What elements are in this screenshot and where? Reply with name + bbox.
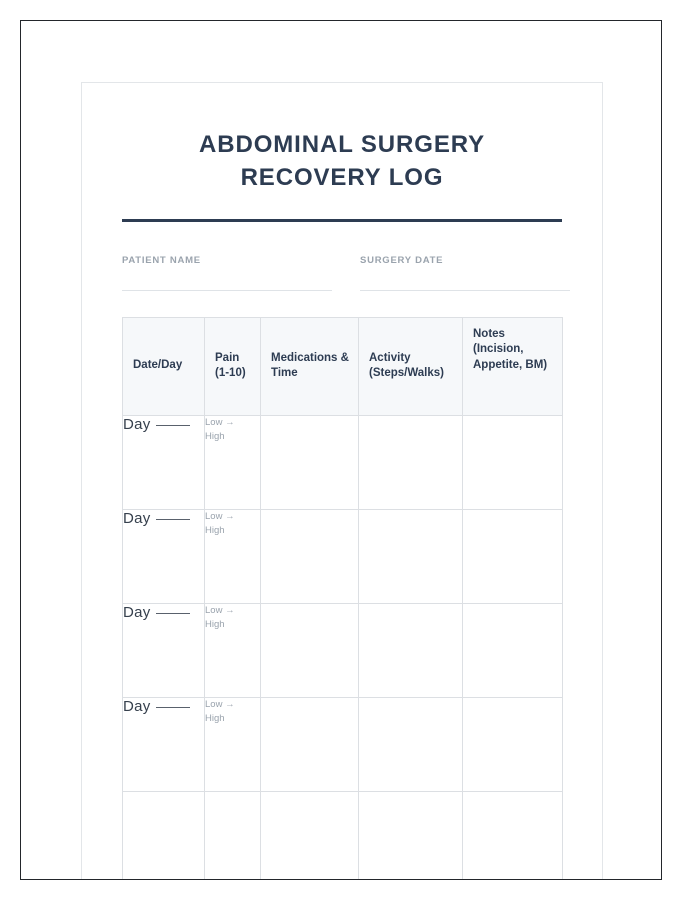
table-body [123, 415, 563, 880]
page-frame [20, 20, 662, 880]
document-card [81, 82, 603, 880]
day-label: Day [123, 603, 151, 621]
pain-scale-low: Low → [205, 604, 235, 616]
pain-scale-high: High [205, 712, 225, 724]
column-header-notes: Notes (Incision, Appetite, BM) [463, 317, 563, 415]
table-row [123, 415, 563, 509]
column-header-pain: Pain (1-10) [205, 317, 261, 415]
day-blank [156, 613, 190, 614]
day-label: Day [123, 697, 151, 715]
page-title [122, 83, 562, 194]
cell-date-day[interactable] [123, 415, 205, 509]
table-row [123, 697, 563, 791]
column-header-date-day: Date/Day [123, 317, 205, 415]
field-patient-name [122, 255, 342, 291]
column-header-medications: Medications & Time [261, 317, 359, 415]
recovery-log-table [122, 317, 563, 880]
table-row [123, 509, 563, 603]
cell-activity[interactable] [359, 697, 463, 791]
pain-scale-high: High [205, 430, 225, 442]
day-label: Day [123, 415, 151, 433]
cell-notes[interactable] [463, 415, 563, 509]
cell-pain[interactable] [205, 509, 261, 603]
cell-activity[interactable] [359, 415, 463, 509]
cell-medications[interactable] [261, 415, 359, 509]
cell-activity[interactable] [359, 791, 463, 880]
surgery-date-input[interactable] [360, 290, 570, 291]
cell-date-day[interactable] [123, 791, 205, 880]
surgery-date-label: SURGERY DATE [360, 254, 444, 266]
cell-notes[interactable] [463, 509, 563, 603]
cell-medications[interactable] [261, 791, 359, 880]
page-title-line-2: RECOVERY LOG [240, 164, 444, 192]
day-blank [156, 519, 190, 520]
pain-scale-low: Low → [205, 416, 235, 428]
cell-date-day[interactable] [123, 603, 205, 697]
table-header [123, 317, 563, 415]
day-blank [156, 707, 190, 708]
patient-info-fields [122, 255, 562, 291]
pain-scale-low: Low → [205, 510, 235, 522]
column-header-activity: Activity (Steps/Walks) [359, 317, 463, 415]
cell-activity[interactable] [359, 509, 463, 603]
table-header-row [123, 317, 563, 415]
cell-pain[interactable] [205, 697, 261, 791]
day-blank [156, 425, 190, 426]
cell-pain[interactable] [205, 603, 261, 697]
cell-activity[interactable] [359, 603, 463, 697]
cell-notes[interactable] [463, 697, 563, 791]
cell-date-day[interactable] [123, 697, 205, 791]
patient-name-input[interactable] [122, 290, 332, 291]
cell-pain[interactable] [205, 415, 261, 509]
cell-medications[interactable] [261, 697, 359, 791]
cell-date-day[interactable] [123, 509, 205, 603]
pain-scale-high: High [205, 618, 225, 630]
table-row [123, 603, 563, 697]
cell-pain[interactable] [205, 791, 261, 880]
document-content [82, 83, 602, 880]
pain-scale-low: Low → [205, 698, 235, 710]
cell-medications[interactable] [261, 603, 359, 697]
page-title-line-1: ABDOMINAL SURGERY [199, 131, 485, 158]
day-label: Day [123, 509, 151, 527]
patient-name-label: PATIENT NAME [122, 254, 201, 266]
cell-notes[interactable] [463, 603, 563, 697]
pain-scale-high: High [205, 524, 225, 536]
title-divider [122, 219, 562, 222]
cell-notes[interactable] [463, 791, 563, 880]
field-surgery-date [342, 255, 562, 291]
table-row [123, 791, 563, 880]
cell-medications[interactable] [261, 509, 359, 603]
